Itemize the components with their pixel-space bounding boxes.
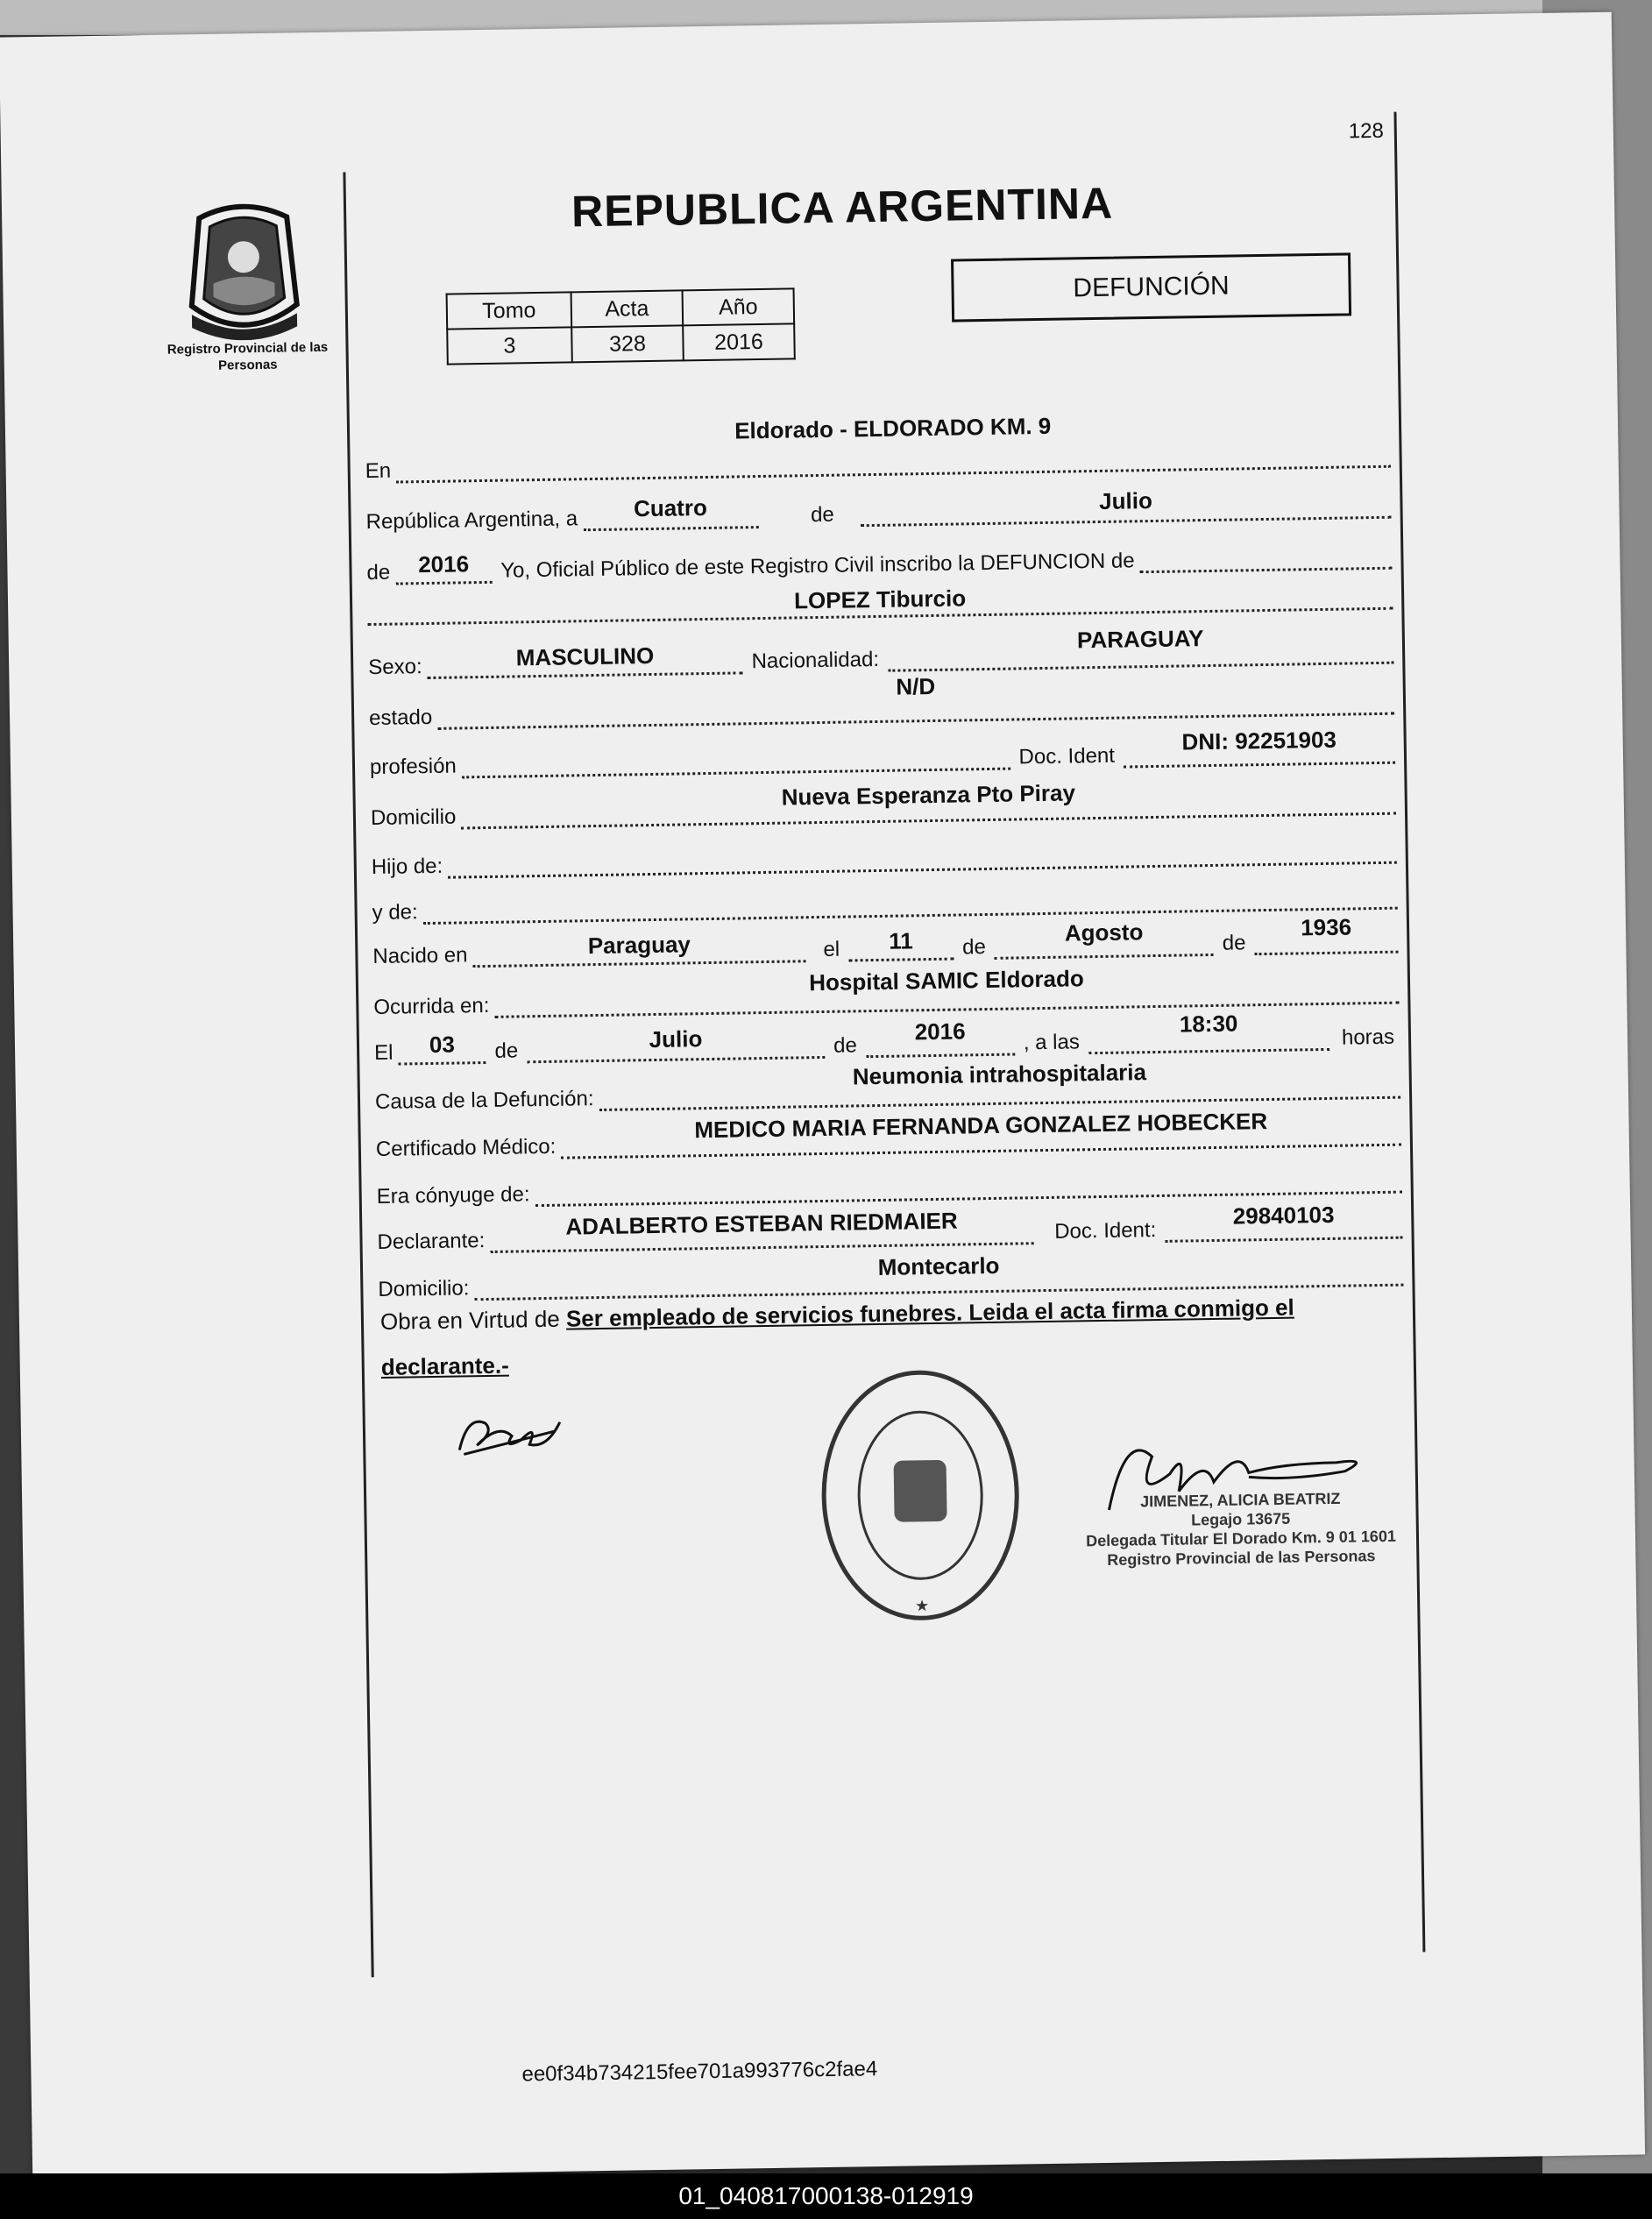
doc-ident-field	[1123, 721, 1395, 769]
declarante-label: Declarante:	[377, 1229, 486, 1254]
nacionalidad-value: PARAGUAY	[1076, 625, 1204, 654]
en-label: En	[365, 458, 392, 484]
conyuge-label: Era cónyuge de:	[376, 1182, 530, 1209]
certificate-sheet	[0, 12, 1645, 2180]
month-field	[860, 476, 1391, 528]
el-day-field	[398, 1021, 486, 1066]
ocurrida-label: Ocurrida en:	[373, 993, 490, 1020]
domicilio2-label: Domicilio:	[378, 1276, 470, 1301]
nacido-el-label: el	[823, 937, 840, 961]
el-de2-label: de	[833, 1033, 858, 1058]
nacido-place-field	[472, 919, 806, 968]
declarante-doc-field	[1165, 1196, 1403, 1243]
domicilio-field	[461, 772, 1396, 830]
sexo-label: Sexo:	[368, 655, 422, 680]
row-en	[365, 412, 1391, 484]
nacido-year-value: 1936	[1300, 913, 1352, 941]
row-republica	[365, 479, 1392, 535]
year-de-label: de	[366, 560, 391, 585]
el-de1-label: de	[494, 1039, 519, 1063]
sexo-value: MASCULINO	[515, 642, 655, 671]
doc-ident-label: Doc. Ident	[1018, 743, 1116, 769]
el-day-value: 03	[429, 1031, 456, 1059]
profesion-field	[461, 727, 1010, 779]
declarante-field	[490, 1202, 1034, 1253]
profesion-label: profesión	[369, 754, 457, 780]
row-estado	[368, 672, 1395, 731]
row-domicilio	[370, 775, 1396, 831]
el-month-value: Julio	[649, 1025, 703, 1053]
registry-name: Registro Provincial de las Personas	[167, 339, 329, 373]
year-value: 2016	[417, 550, 470, 578]
registrar-stamp	[1074, 1488, 1407, 1570]
registrar-legajo: Legajo 13675	[1190, 1509, 1291, 1529]
yde-label: y de:	[372, 900, 418, 925]
day-field	[583, 486, 759, 531]
document-hash: ee0f34b734215fee701a993776c2fae4	[521, 2057, 878, 2087]
svg-text:★: ★	[914, 1597, 930, 1615]
registrar-name: JIMENEZ, ALICIA BEATRIZ	[1139, 1489, 1341, 1511]
declarante-doc-value: 29840103	[1232, 1201, 1335, 1230]
nombre-value: LOPEZ Tiburcio	[793, 585, 967, 614]
certificado-value: MEDICO MARIA FERNANDA GONZALEZ HOBECKER	[694, 1108, 1268, 1144]
nacido-month-value: Agosto	[1064, 918, 1144, 946]
acta-value: 328	[571, 325, 684, 362]
certificado-field	[561, 1103, 1401, 1159]
registrar-position: Delegada Titular El Dorado Km. 9 01 1601	[1085, 1527, 1397, 1550]
registrar-office: Registro Provincial de las Personas	[1107, 1547, 1376, 1569]
time-field	[1088, 1008, 1329, 1054]
nacido-label: Nacido en	[372, 943, 468, 969]
anio-value: 2016	[683, 323, 795, 360]
row-profesion	[370, 724, 1396, 780]
inscribo-text: Yo, Oficial Público de este Registro Civil inscribo la DEFUNCION de	[500, 549, 1135, 583]
nacido-year-field	[1254, 911, 1399, 956]
time-value: 18:30	[1179, 1010, 1238, 1038]
nacido-month-field	[994, 913, 1214, 960]
nacido-place-value: Paraguay	[587, 931, 691, 960]
estado-value: N/D	[896, 672, 936, 700]
year-field	[395, 541, 493, 585]
nacido-day-field	[848, 918, 954, 962]
el-month-field	[527, 1016, 826, 1063]
obra-label: Obra en Virtud de	[379, 1305, 560, 1335]
alas-label: , a las	[1023, 1030, 1081, 1055]
nacido-de1-label: de	[961, 935, 987, 960]
horas-label: horas	[1341, 1024, 1395, 1050]
doc-ident-value: DNI: 92251903	[1181, 726, 1337, 755]
declarant-initials-signature	[450, 1396, 573, 1468]
republica-label: República Argentina, a	[365, 507, 578, 535]
el-year-field	[865, 1013, 1015, 1059]
month-value: Julio	[1098, 486, 1153, 514]
reference-table	[446, 287, 796, 365]
causa-field	[599, 1056, 1400, 1111]
province-crest-icon	[181, 199, 306, 341]
domicilio2-value: Montecarlo	[877, 1251, 1000, 1281]
domicilio-label: Domicilio	[370, 805, 457, 831]
declarante-value: ADALBERTO ESTEBAN RIEDMAIER	[565, 1207, 958, 1240]
document-title: REPUBLICA ARGENTINA	[571, 178, 1114, 237]
sexo-field	[427, 631, 743, 679]
certificado-label: Certificado Médico:	[375, 1134, 557, 1162]
el-year-value: 2016	[914, 1017, 966, 1046]
tomo-header: Tomo	[447, 292, 572, 329]
estado-label: estado	[368, 705, 433, 731]
page-number: 128	[1348, 118, 1385, 144]
footer-id: 01_040817000138-012919	[0, 2173, 1652, 2219]
nacido-day-value: 11	[889, 927, 913, 954]
ocurrida-value: Hospital SAMIC Eldorado	[809, 965, 1084, 996]
inscribo-field	[1139, 527, 1393, 574]
en-field	[396, 412, 1391, 484]
estado-field	[437, 672, 1395, 730]
nacido-de2-label: de	[1222, 931, 1246, 955]
nacionalidad-field	[887, 621, 1393, 672]
declarante-doc-label: Doc. Ident:	[1053, 1218, 1157, 1244]
domicilio-value: Nueva Esperanza Pto Piray	[781, 779, 1076, 811]
day-value: Cuatro	[633, 493, 708, 522]
causa-label: Causa de la Defunción:	[374, 1087, 594, 1115]
anio-header: Año	[683, 288, 795, 325]
nacionalidad-label: Nacionalidad:	[751, 647, 880, 674]
el-label: El	[373, 1040, 394, 1066]
en-value: Eldorado - ELDORADO KM. 9	[734, 412, 1052, 444]
official-seal-icon	[809, 1362, 1032, 1628]
obra-value: Ser empleado de servicios funebres. Leida el acta firma conmigo el declarante.-	[380, 1294, 1294, 1380]
hijo-label: Hijo de:	[371, 854, 443, 880]
tomo-value: 3	[447, 327, 572, 364]
de-label: de	[810, 502, 834, 528]
acta-header: Acta	[571, 290, 684, 327]
causa-value: Neumonia intrahospitalaria	[852, 1059, 1147, 1090]
record-type-box: DEFUNCIÓN	[951, 252, 1351, 322]
